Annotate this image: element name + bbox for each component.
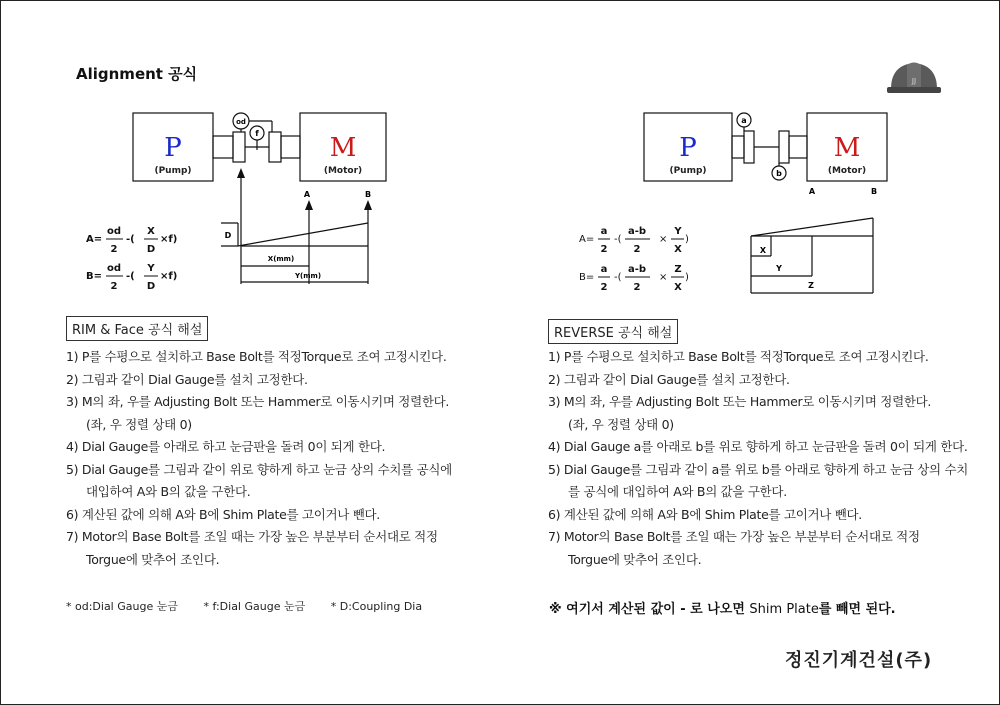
rim-formula-b <box>86 263 177 292</box>
reverse-diagram <box>571 106 891 301</box>
svg-text:A=: A= <box>86 234 103 245</box>
motor-letter: M <box>833 133 861 163</box>
svg-text:a-b: a-b <box>627 226 647 237</box>
list-item: 2) 그림과 같이 Dial Gauge를 설치 고정한다. <box>66 371 308 387</box>
svg-text:): ) <box>685 234 689 245</box>
svg-text:Y: Y <box>147 263 155 274</box>
list-item: 대입하여 A와 B의 값을 구한다. <box>86 484 251 499</box>
svg-text:D: D <box>146 281 156 292</box>
reverse-footnote <box>549 598 896 617</box>
label-d: D <box>224 231 232 240</box>
pump-letter: P <box>164 133 182 163</box>
svg-text:2: 2 <box>110 281 118 292</box>
rim-steps-list <box>66 346 452 571</box>
point-b-label: B <box>364 190 372 199</box>
motor-letter: M <box>329 133 357 163</box>
svg-text:×f): ×f) <box>160 271 178 282</box>
svg-text:od: od <box>106 263 122 274</box>
list-item: 3) M의 좌, 우를 Adjusting Bolt 또는 Hammer로 이동시키며 정렬한다. <box>66 394 450 409</box>
list-item: Torgue에 맞추어 조인다. <box>568 551 702 567</box>
svg-text:-(: -( <box>614 272 622 283</box>
svg-text:2: 2 <box>600 244 608 255</box>
svg-text:Z: Z <box>674 264 682 275</box>
svg-text:X: X <box>674 282 682 293</box>
list-item: 6) 계산된 값에 의해 A와 B에 Shim Plate를 고이거나 뺀다. <box>548 506 862 522</box>
rim-notes <box>66 598 444 614</box>
label-z: Z <box>808 281 814 290</box>
svg-text:X: X <box>147 226 155 237</box>
svg-text:-(: -( <box>614 234 622 245</box>
reverse-steps-list <box>548 346 968 571</box>
motor-label: (Motor) <box>323 166 363 176</box>
rim-section-heading: RIM & Face 공식 해설 <box>66 316 208 341</box>
motor-label: (Motor) <box>827 166 867 176</box>
svg-text:×f): ×f) <box>160 234 178 245</box>
page-title: Alignment 공식 <box>76 65 198 83</box>
rim-face-diagram <box>76 106 396 296</box>
pump-label: (Pump) <box>154 166 192 176</box>
list-item: (좌, 우 정렬 상태 0) <box>568 416 674 432</box>
point-b-label: B <box>870 187 878 196</box>
svg-text:B=: B= <box>86 271 103 282</box>
svg-text:A=: A= <box>579 234 595 245</box>
gauge-f-label: f <box>255 129 259 138</box>
list-item: 2) 그림과 같이 Dial Gauge를 설치 고정한다. <box>548 371 790 387</box>
list-item: 4) Dial Gauge를 아래로 하고 눈금판을 돌려 0이 되게 한다. <box>66 439 386 454</box>
label-x: X(mm) <box>267 255 295 263</box>
svg-text:2: 2 <box>633 282 641 293</box>
note-f: * f:Dial Gauge 눈금 <box>203 600 306 613</box>
svg-text:-(: -( <box>126 271 135 282</box>
svg-text:JJ: JJ <box>911 77 917 85</box>
svg-text:×: × <box>659 234 668 245</box>
list-item: 5) Dial Gauge를 그림과 같이 a를 위로 b를 아래로 향하게 하고 눈금 상의 수치 <box>548 461 969 477</box>
hard-hat-icon <box>885 57 943 97</box>
svg-text:od: od <box>106 226 122 237</box>
svg-text:×: × <box>659 272 668 283</box>
svg-text:X: X <box>674 244 682 255</box>
list-item: 를 공식에 대입하여 A와 B의 값을 구한다. <box>568 484 787 499</box>
list-item: 5) Dial Gauge를 그림과 같이 위로 향하게 하고 눈금 상의 수치를 공식에 <box>66 461 452 477</box>
svg-text:-(: -( <box>126 234 135 245</box>
list-item: 1) P를 수평으로 설치하고 Base Bolt를 적정Torque로 조여 고정시킨다. <box>66 349 447 364</box>
gauge-b-label: b <box>776 169 782 178</box>
list-item: 6) 계산된 값에 의해 A와 B에 Shim Plate를 고이거나 뺀다. <box>66 506 380 522</box>
note-od: * od:Dial Gauge 눈금 <box>66 600 178 613</box>
gauge-od-label: od <box>236 118 246 126</box>
point-a-label: A <box>808 187 816 196</box>
svg-text:2: 2 <box>110 244 118 255</box>
gauge-a-label: a <box>741 116 747 125</box>
label-y: Y(mm) <box>294 272 322 280</box>
list-item: Torgue에 맞추어 조인다. <box>86 551 220 567</box>
note-d: * D:Coupling Dia <box>330 600 423 613</box>
svg-text:B=: B= <box>579 272 595 283</box>
svg-text:2: 2 <box>633 244 641 255</box>
reverse-section-heading: REVERSE 공식 해설 <box>548 319 678 344</box>
list-item: 3) M의 좌, 우를 Adjusting Bolt 또는 Hammer로 이동시키며 정렬한다. <box>548 394 932 409</box>
svg-text:a: a <box>600 226 608 237</box>
label-y: Y <box>776 264 782 273</box>
svg-text:a: a <box>600 264 608 275</box>
svg-text:2: 2 <box>600 282 608 293</box>
footnote-bold: ※ 여기서 계산된 값이 - 로 나오면 <box>549 602 745 617</box>
rim-formula-a <box>86 226 177 255</box>
svg-text:D: D <box>146 244 156 255</box>
list-item: 4) Dial Gauge a를 아래로 b를 위로 향하게 하고 눈금판을 돌려 0이 되게 한다. <box>548 439 968 454</box>
footnote-end: 를 빼면 된다. <box>818 602 896 617</box>
list-item: 7) Motor의 Base Bolt를 조일 때는 가장 높은 부분부터 순서대로 적정 <box>66 529 438 544</box>
list-item: 7) Motor의 Base Bolt를 조일 때는 가장 높은 부분부터 순서대로 적정 <box>548 529 920 544</box>
footnote-light: Shim Plate <box>749 602 819 617</box>
pump-label: (Pump) <box>669 166 707 176</box>
reverse-formula-b <box>579 264 689 293</box>
svg-text:Y: Y <box>674 226 682 237</box>
pump-letter: P <box>679 133 697 163</box>
svg-text:a-b: a-b <box>627 264 647 275</box>
company-name: 정진기계건설(주) <box>785 650 933 671</box>
point-a-label: A <box>303 190 311 199</box>
svg-text:): ) <box>685 272 689 283</box>
label-x: X <box>759 246 767 255</box>
reverse-formula-a <box>579 226 689 255</box>
list-item: (좌, 우 정렬 상태 0) <box>86 416 192 432</box>
list-item: 1) P를 수평으로 설치하고 Base Bolt를 적정Torque로 조여 고정시킨다. <box>548 349 929 364</box>
